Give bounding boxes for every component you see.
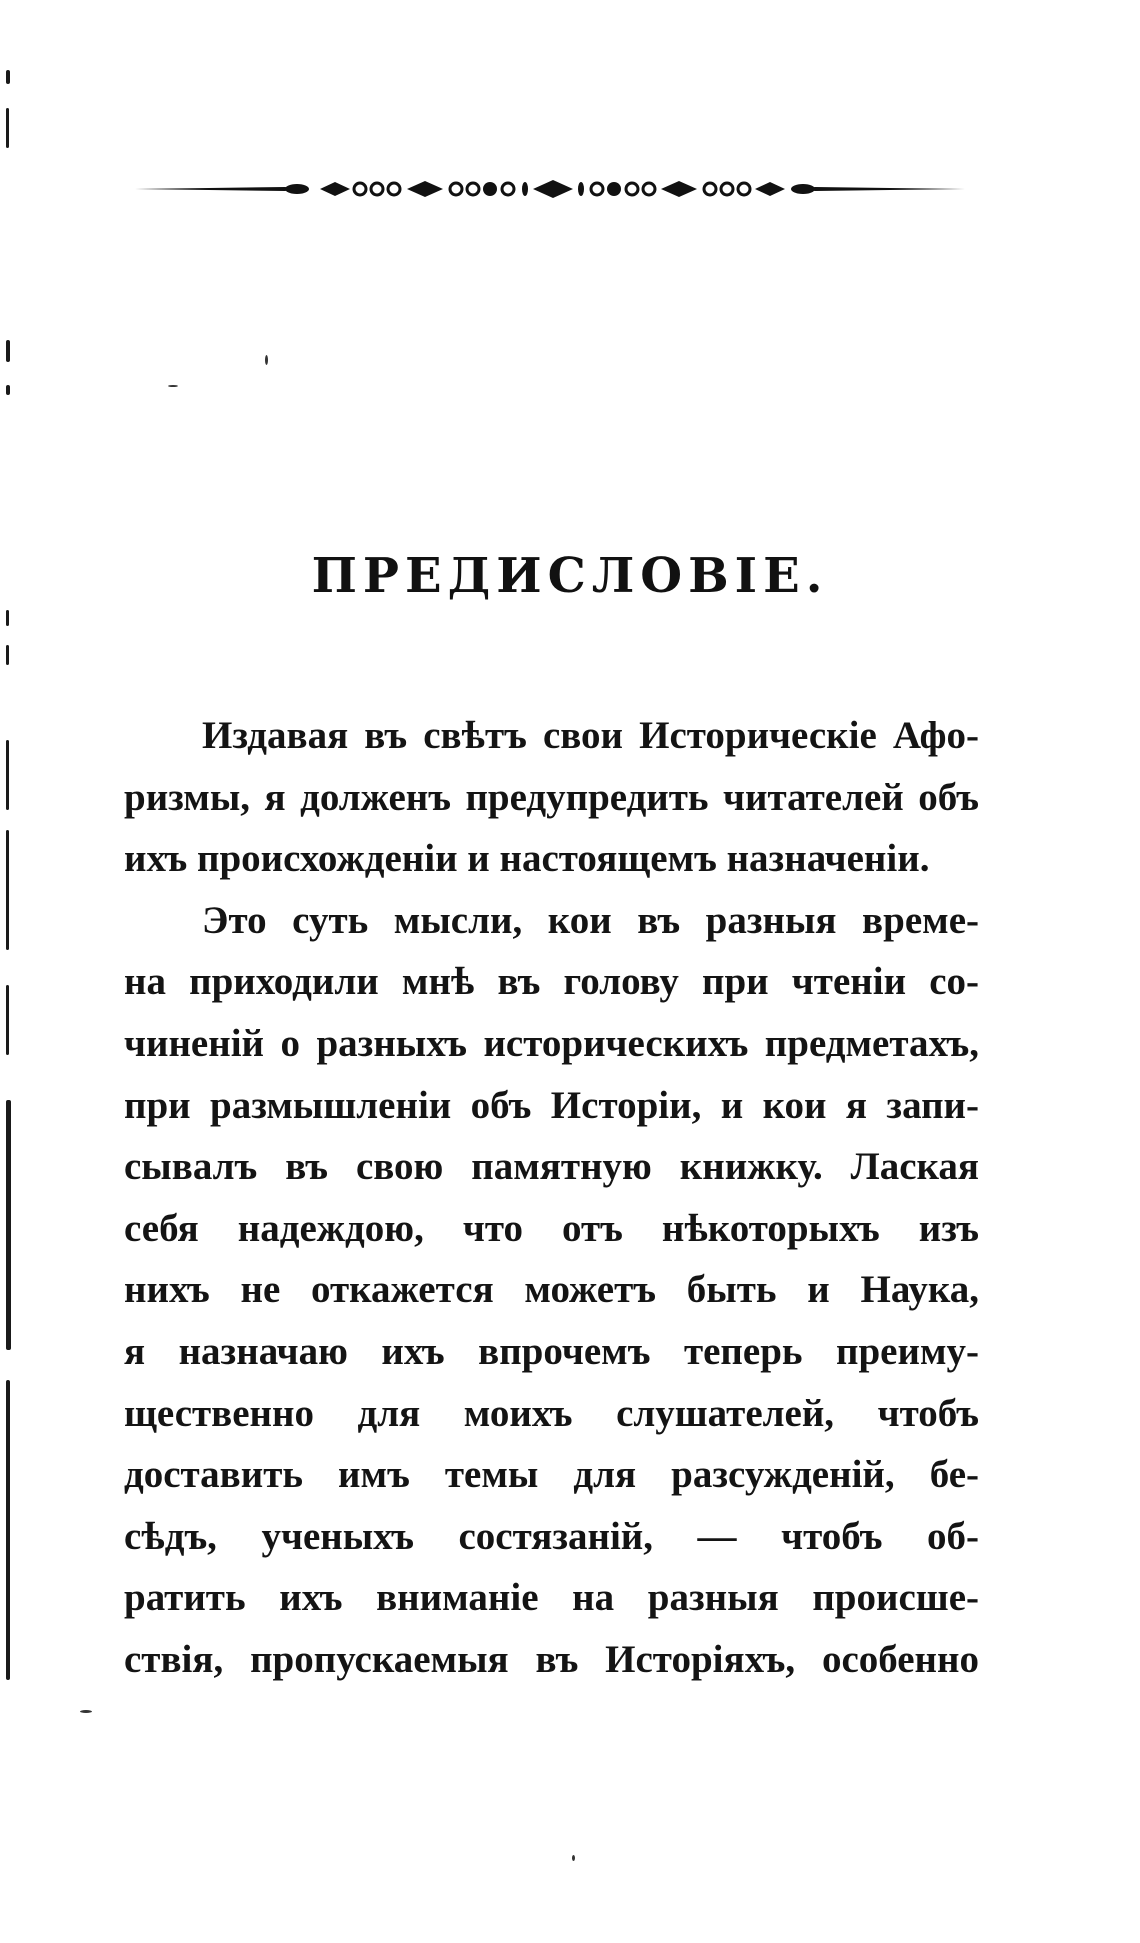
text-line: ствія, пропускаемыя въ Исторіяхъ, особенно <box>124 1637 979 1681</box>
text-line: ризмы, я долженъ предупредить читателей объ <box>124 775 979 819</box>
text-line: я назначаю ихъ впрочемъ теперь преиму- <box>124 1329 979 1373</box>
scan-speck <box>80 1710 92 1713</box>
scan-edge-mark <box>6 985 9 1055</box>
text-line: Это суть мысли, кои въ разныя време- <box>202 898 979 942</box>
scan-edge-mark <box>6 740 9 810</box>
text-line: себя надеждою, что отъ нѣкоторыхъ изъ <box>124 1206 979 1250</box>
scan-edge-mark <box>6 385 10 395</box>
decorative-ornament-rule <box>135 172 965 206</box>
scan-edge-mark <box>6 108 9 148</box>
paragraph <box>124 705 979 890</box>
text-line: нихъ не откажется можетъ быть и Наука, <box>124 1268 979 1312</box>
preface-body <box>124 705 979 1691</box>
text-line: Издавая въ свѣтъ свои Историческіе Афо- <box>202 714 979 757</box>
text-line: сывалъ въ свою памятную книжку. Лаская <box>124 1145 979 1189</box>
text-line: на приходили мнѣ въ голову при чтеніи со- <box>124 960 979 1004</box>
text-line: сѣдъ, ученыхъ состязаній, — чтобъ об- <box>124 1514 979 1558</box>
scan-edge-mark <box>6 610 9 626</box>
text-line: при размышленіи объ Исторіи, и кои я запи- <box>124 1083 979 1127</box>
scan-edge-mark <box>6 70 10 84</box>
scan-speck <box>265 355 268 365</box>
page-title: ПРЕДИСЛОВІЕ. <box>311 548 829 604</box>
text-line: щественно для моихъ слушателей, чтобъ <box>124 1391 979 1435</box>
text-line: ратить ихъ вниманіе на разныя происше- <box>124 1576 979 1620</box>
scan-edge-mark <box>6 1380 10 1680</box>
scan-edge-mark <box>6 830 9 950</box>
scan-edge-mark <box>6 645 9 665</box>
text-line: доставить имъ темы для разсужденій, бе- <box>124 1453 979 1497</box>
scan-edge-mark <box>6 340 10 362</box>
text-line: ихъ происхожденіи и настоящемъ назначеніи. <box>124 837 930 881</box>
scan-edge-mark <box>6 1100 11 1350</box>
text-line: чиненій о разныхъ историческихъ предметахъ, <box>124 1021 979 1065</box>
scan-speck <box>168 385 178 387</box>
paragraph <box>124 890 979 1691</box>
scan-speck <box>572 1855 575 1861</box>
